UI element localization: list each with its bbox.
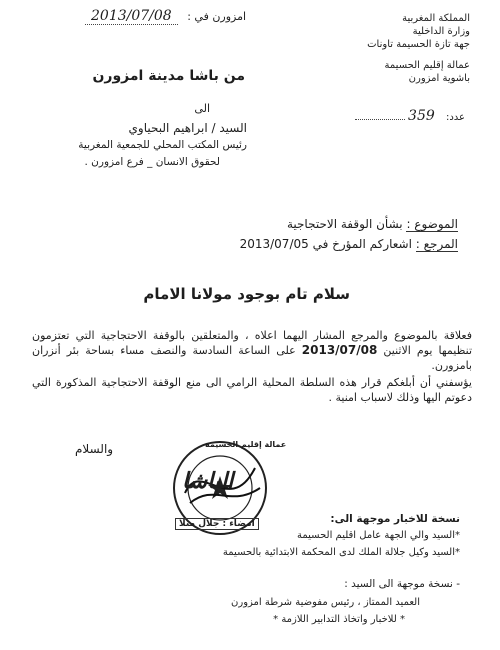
letterhead-line-2: وزارة الداخلية bbox=[412, 26, 470, 37]
body-paragraph-2: يؤسفني أن أبلغكم قرار هذه السلطة المحلية الرامي الى منع الوقفة الاحتجاجية المذكورة التي دعوتم اليها وذلك لاسباب امنية . bbox=[32, 376, 472, 404]
reference-number bbox=[355, 108, 465, 124]
copies-2-line-2: * للاخبار واتخاذ التدابير اللازمة * bbox=[273, 614, 405, 625]
letterhead-line-1: المملكة المغربية bbox=[402, 13, 470, 24]
body-p1-start: فعلاقة بالموضوع والمرجع المشار اليهما اعلاه ، والمتعلقين بالوقفة الاحتجاجية التي تعتزمون تنظيمها يوم الاثنين bbox=[32, 329, 473, 357]
letterhead bbox=[320, 12, 470, 85]
signer-name: امضاء : جلال منلا bbox=[175, 518, 259, 530]
letter-body bbox=[32, 328, 472, 407]
letterhead-line-3: جهة تازة الحسيمة تاونات bbox=[367, 39, 470, 50]
number-value: 359 bbox=[408, 108, 435, 124]
recipient-org: لحقوق الانسان _ فرع امزورن . bbox=[84, 156, 220, 168]
reference-text: اشعاركم المؤرخ في 2013/07/05 bbox=[239, 237, 412, 251]
subject-label: الموضوع : bbox=[406, 217, 458, 231]
recipient-role: رئيس المكتب المحلي للجمعية المغربية bbox=[78, 139, 247, 151]
number-label: عدد: bbox=[445, 112, 465, 123]
copies-2-title: - نسخة موجهة الى السيد : bbox=[344, 578, 460, 590]
copies-1-item-1: *السيد والي الجهة عامل اقليم الحسيمة bbox=[297, 530, 460, 541]
body-paragraph-1 bbox=[32, 328, 472, 373]
from-line: من باشا مدينة امزورن bbox=[92, 68, 245, 84]
copies-1-title: نسخة للاخبار موجهة الى: bbox=[330, 513, 460, 525]
ila-label: الى bbox=[194, 102, 210, 115]
reference-line bbox=[240, 237, 458, 251]
reference-label: المرجع : bbox=[415, 237, 458, 251]
signature-handwritten: الباشا bbox=[182, 468, 234, 494]
letterhead-line-4: عمالة إقليم الحسيمة bbox=[384, 60, 470, 71]
letterhead-line-5: باشوية امزورن bbox=[408, 73, 470, 84]
closing: والسلام bbox=[75, 442, 114, 456]
body-p1-end: على الساعة السادسة والنصف مساء بساحة بئر أنزران بامزورن. bbox=[32, 344, 472, 372]
subject-line bbox=[287, 217, 458, 231]
subject-text: بشأن الوقفة الاحتجاجية bbox=[286, 217, 403, 231]
copies-1-item-2: *السيد وكيل جلالة الملك لدى المحكمة الابتدائية بالحسيمة bbox=[222, 547, 460, 558]
place-label: امزورن في : bbox=[187, 10, 247, 23]
recipient-name: السيد / ابراهيم البحياوي bbox=[128, 121, 247, 135]
number-underline bbox=[355, 119, 405, 120]
copies-2-line-1: العميد الممتاز ، رئيس مفوضية شرطة امزورن bbox=[231, 597, 420, 608]
letter-date: 2013/07/08 bbox=[85, 8, 178, 25]
place-date bbox=[85, 8, 246, 24]
stamp-text: عمالة إقليم الحسيمة bbox=[205, 440, 287, 449]
event-date: 2013/07/08 bbox=[301, 343, 378, 357]
greeting: سلام تام بوجود مولانا الامام bbox=[143, 285, 350, 303]
